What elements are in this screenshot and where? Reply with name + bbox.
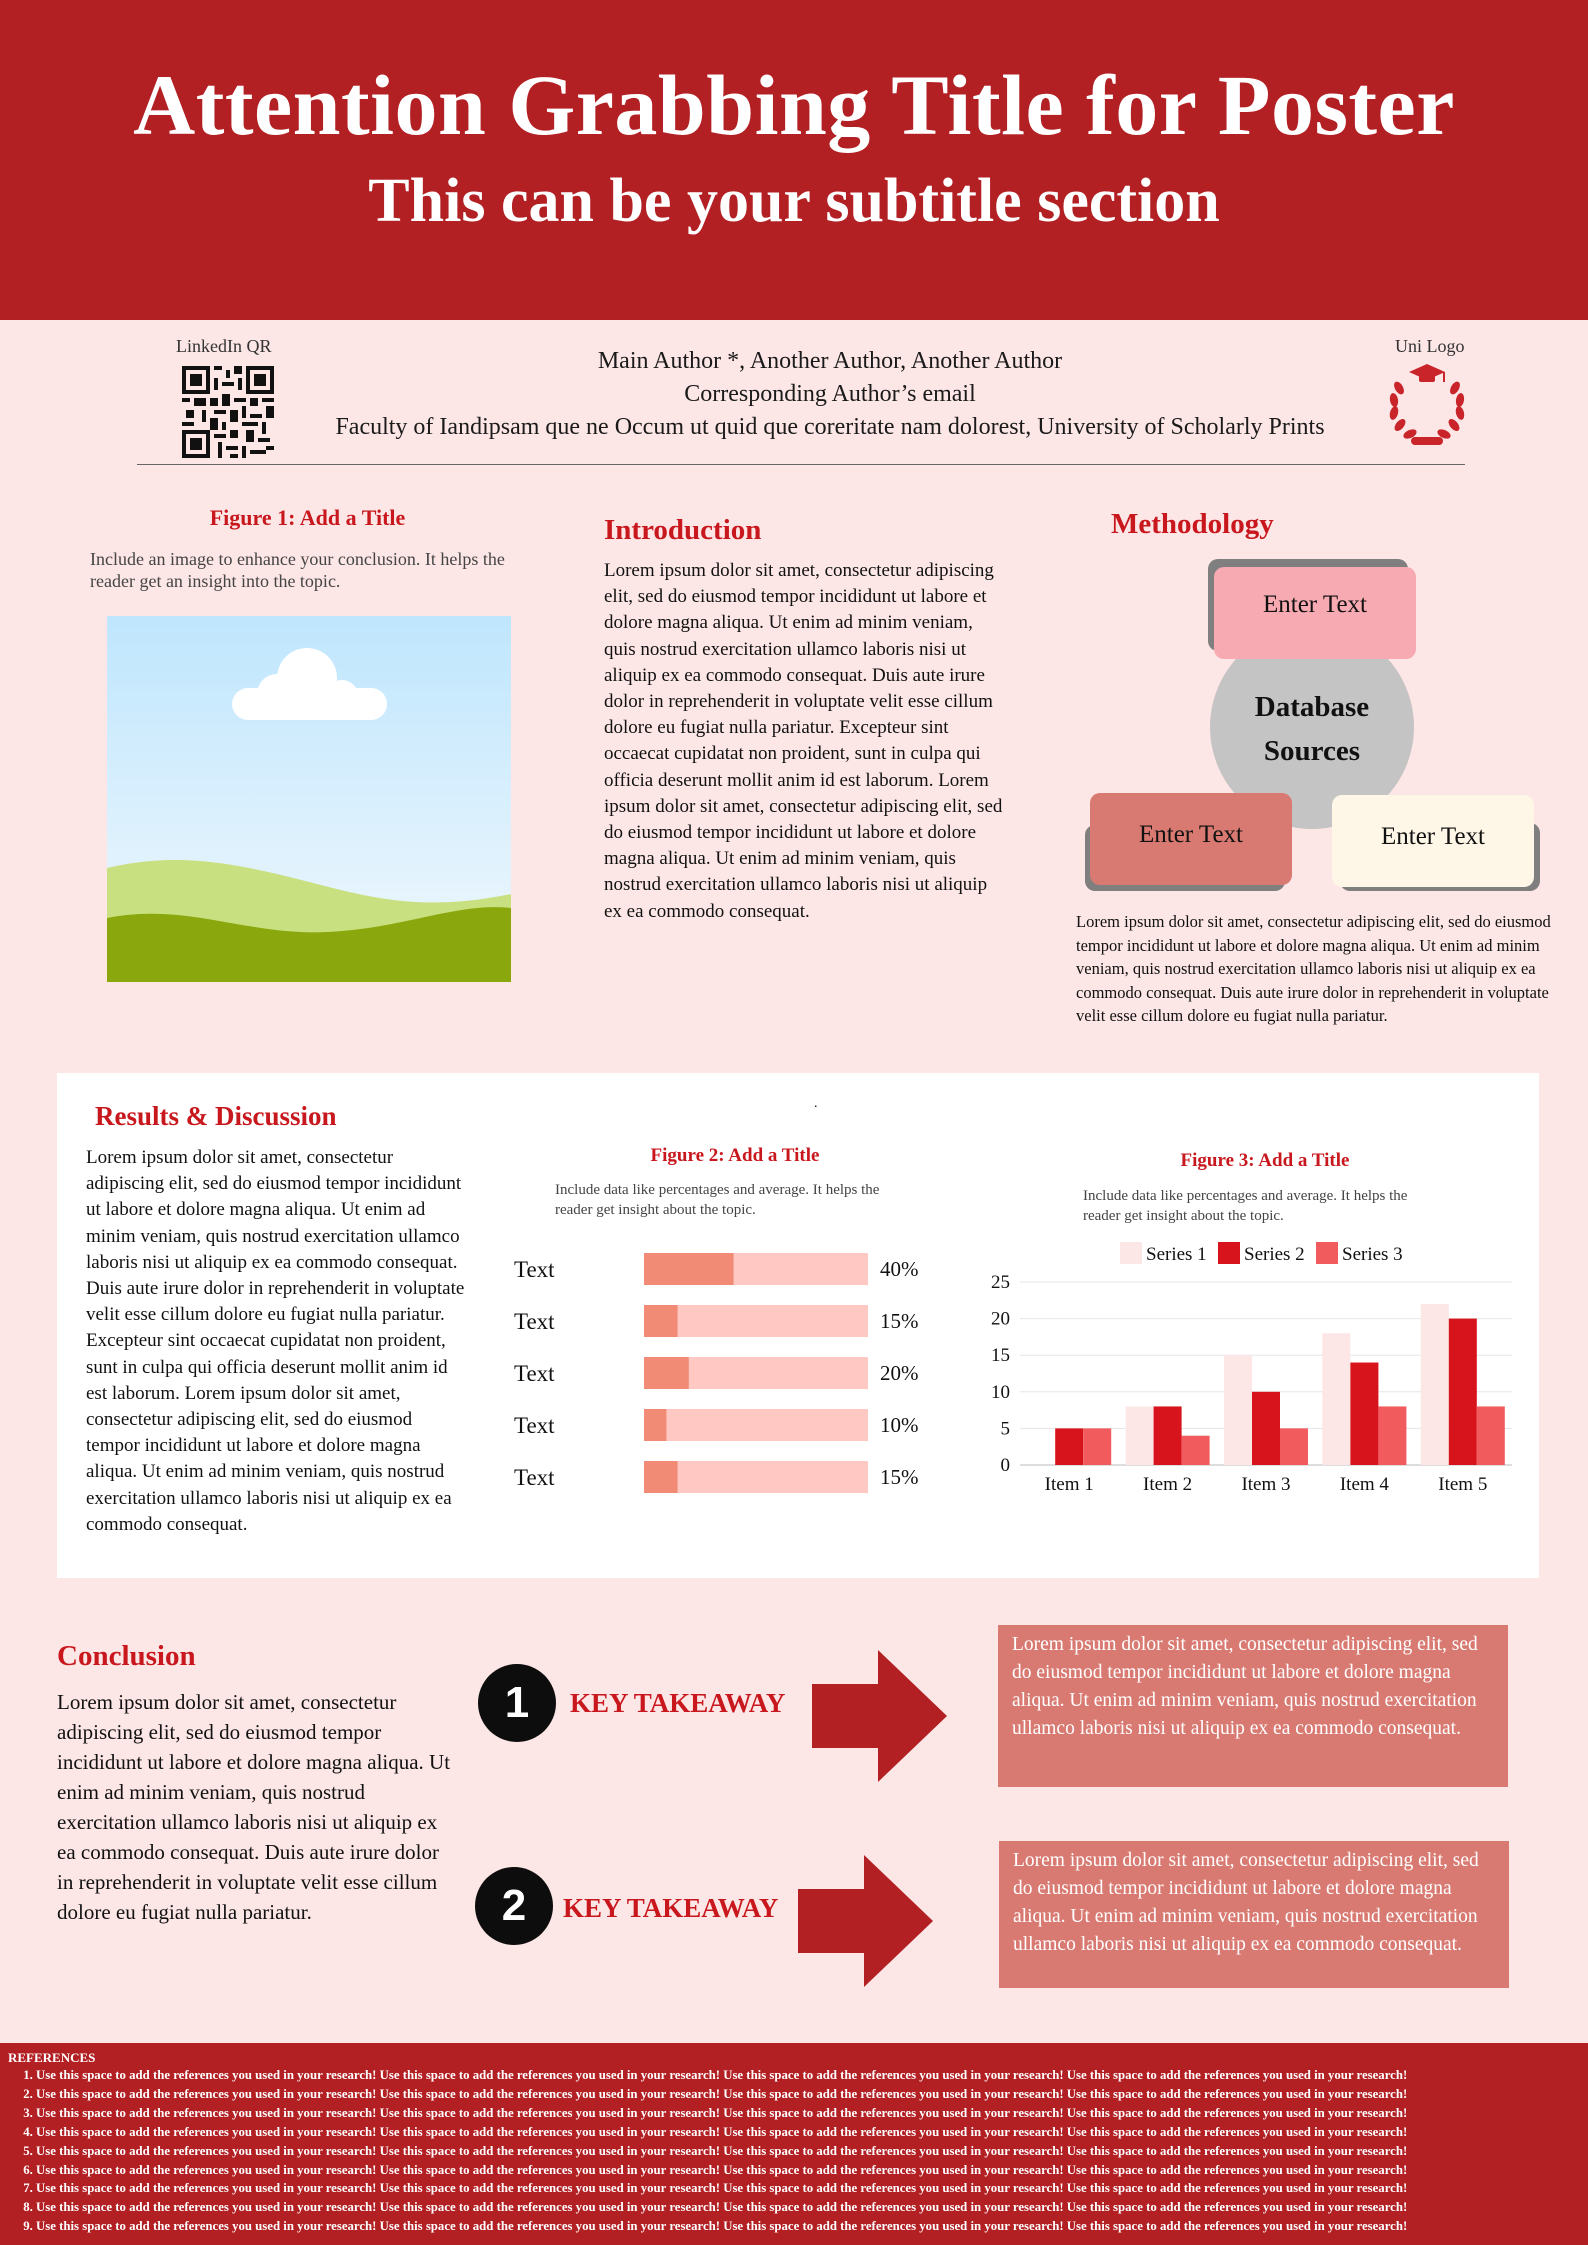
bar-value-label: 40%	[880, 1257, 919, 1281]
column-bar	[1182, 1436, 1210, 1465]
column-bar	[1083, 1428, 1111, 1465]
legend-swatch	[1218, 1242, 1240, 1264]
author-affiliation: Faculty of Iandipsam que ne Occum ut quid que coreritate nam dolorest, University of Scholarly Prints	[335, 414, 1325, 440]
column-bar	[1449, 1319, 1477, 1465]
bar-category-label: Text	[514, 1361, 555, 1386]
author-names: Main Author *, Another Author, Another Author	[597, 348, 1063, 374]
takeaway-2-number-icon: 2	[475, 1867, 553, 1945]
poster-header	[0, 0, 1588, 320]
bar-value-label: 20%	[880, 1361, 919, 1385]
figure2-description: Include data like percentages and average. It helps the reader get insight about the topic.	[555, 1182, 880, 1218]
legend-label: Series 3	[1342, 1244, 1403, 1265]
takeaway-2-label: KEY TAKEAWAY	[563, 1893, 779, 1923]
conclusion-body: Lorem ipsum dolor sit amet, consectetur adipiscing elit, sed do eiusmod tempor incididunt ut labore et dolore magna aliqua. Ut enim ad minim veniam, quis nostrud exercitation ullamco laboris nisi ut aliquip ex ea commodo consequat. Duis aute irure dolor in reprehenderit in voluptate velit esse cillum dolore eu fugiat nulla pariatur.	[57, 1690, 451, 1924]
landscape-image-icon	[107, 616, 511, 982]
column-bar	[1421, 1304, 1449, 1465]
references-title: REFERENCES	[8, 2050, 96, 2065]
horizontal-bar-chart	[510, 1245, 930, 1505]
methodology-diagram	[1080, 555, 1540, 895]
x-tick-label: Item 4	[1339, 1474, 1389, 1495]
column-chart	[980, 1240, 1520, 1500]
legend-label: Series 2	[1244, 1244, 1305, 1265]
reference-item: 9. Use this space to add the references you used in your research! Use this space to add the references you used in your research! Use this space to add the references you used in your research! Use this space to add the references you used in your research!	[36, 2217, 1580, 2236]
takeaway-2-box: Lorem ipsum dolor sit amet, consectetur adipiscing elit, sed do eiusmod tempor incididunt ut labore et dolore magna aliqua. Ut enim ad minim veniam, quis nostrud exercitation ullamco laboris nisi ut aliquip ex ea commodo consequat.	[999, 1841, 1509, 1988]
bar-category-label: Text	[514, 1257, 555, 1282]
figure1-title: Figure 1: Add a Title	[209, 505, 406, 530]
x-tick-label: Item 5	[1438, 1474, 1488, 1495]
methodology-body: Lorem ipsum dolor sit amet, consectetur adipiscing elit, sed do eiusmod tempor incididunt ut labore et dolore magna aliqua. Ut enim ad minim veniam, quis nostrud exercitation ullamco laboris nisi ut aliquip ex ea commodo consequat. Duis aute irure dolor in reprehenderit in voluptate velit esse cillum dolore eu fugiat nulla pariatur.	[1076, 912, 1551, 1025]
y-tick-label: 25	[991, 1272, 1010, 1293]
diagram-left-text: Enter Text	[1138, 821, 1243, 848]
bar-fill	[644, 1461, 678, 1493]
references-list	[8, 2066, 1580, 2236]
author-block	[280, 345, 1380, 444]
column-bar	[1280, 1428, 1308, 1465]
header-divider	[137, 464, 1465, 465]
figure3-description: Include data like percentages and average. It helps the reader get insight about the topic.	[1083, 1188, 1408, 1224]
bar-value-label: 15%	[880, 1465, 919, 1489]
column-bar	[1322, 1333, 1350, 1465]
y-tick-label: 5	[1000, 1418, 1010, 1440]
takeaway-1-box: Lorem ipsum dolor sit amet, consectetur adipiscing elit, sed do eiusmod tempor incididunt ut labore et dolore magna aliqua. Ut enim ad minim veniam, quis nostrud exercitation ullamco laboris nisi ut aliquip ex ea commodo consequat.	[998, 1625, 1508, 1787]
poster-title: Attention Grabbing Title for Poster	[133, 57, 1455, 153]
reference-item: 1. Use this space to add the references you used in your research! Use this space to add the references you used in your research! Use this space to add the references you used in your research! Use this space to add the references you used in your research!	[36, 2066, 1580, 2085]
takeaway-1-arrow-icon	[812, 1650, 947, 1782]
introduction-body: Lorem ipsum dolor sit amet, consectetur adipiscing elit, sed do eiusmod tempor incididunt ut labore et dolore magna aliqua. Ut enim ad minim veniam, quis nostrud exercitation ullamco laboris nisi ut aliquip ex ea commodo consequat. Duis aute irure dolor in reprehenderit in voluptate velit esse cillum dolore eu fugiat nulla pariatur. Excepteur sint occaecat cupidatat non proident, sunt in culpa qui officia deserunt mollit anim id est laborum. Lorem ipsum dolor sit amet, consectetur adipiscing elit, sed do eiusmod tempor incididunt ut labore et dolore magna aliqua. Ut enim ad minim veniam, quis nostrud exercitation ullamco laboris nisi ut aliquip ex ea commodo consequat.	[604, 560, 1003, 922]
qr-code-icon[interactable]	[182, 366, 274, 458]
reference-item: 3. Use this space to add the references you used in your research! Use this space to add the references you used in your research! Use this space to add the references you used in your research! Use this space to add the references you used in your research!	[36, 2104, 1580, 2123]
diagram-right-text: Enter Text	[1380, 823, 1485, 850]
column-bar	[1055, 1428, 1083, 1465]
bar-track	[644, 1409, 868, 1441]
conclusion-title: Conclusion	[57, 1640, 196, 1672]
column-bar	[1378, 1406, 1406, 1465]
bar-fill	[644, 1253, 734, 1285]
x-tick-label: Item 3	[1241, 1474, 1291, 1495]
results-stray-dot: .	[814, 1096, 818, 1111]
column-bar	[1126, 1406, 1154, 1465]
poster-subtitle: This can be your subtitle section	[368, 167, 1220, 235]
column-bar	[1477, 1406, 1505, 1465]
reference-item: 7. Use this space to add the references you used in your research! Use this space to add the references you used in your research! Use this space to add the references you used in your research! Use this space to add the references you used in your research!	[36, 2179, 1580, 2198]
results-body: Lorem ipsum dolor sit amet, consectetur adipiscing elit, sed do eiusmod tempor incididunt ut labore et dolore magna aliqua. Ut enim ad minim veniam, quis nostrud exercitation ullamco laboris nisi ut aliquip ex ea commodo consequat. Duis aute irure dolor in reprehenderit in voluptate velit esse cillum dolore eu fugiat nulla pariatur. Excepteur sint occaecat cupidatat non proident, sunt in culpa qui officia deserunt mollit anim id est laborum. Lorem ipsum dolor sit amet, consectetur adipiscing elit, sed do eiusmod tempor incididunt ut labore et dolore magna aliqua. Ut enim ad minim veniam, quis nostrud exercitation ullamco laboris nisi ut aliquip ex ea commodo consequat.	[86, 1147, 465, 1535]
reference-item: 8. Use this space to add the references you used in your research! Use this space to add the references you used in your research! Use this space to add the references you used in your research! Use this space to add the references you used in your research!	[36, 2198, 1580, 2217]
figure1-description: Include an image to enhance your conclusion. It helps the reader get an insight into the topic.	[90, 549, 505, 591]
reference-item: 5. Use this space to add the references you used in your research! Use this space to add the references you used in your research! Use this space to add the references you used in your research! Use this space to add the references you used in your research!	[36, 2142, 1580, 2161]
column-bar	[1224, 1355, 1252, 1465]
university-logo-icon	[1381, 358, 1473, 450]
bar-fill	[644, 1409, 666, 1441]
bar-fill	[644, 1305, 678, 1337]
legend-swatch	[1316, 1242, 1338, 1264]
legend-label: Series 1	[1146, 1244, 1207, 1265]
bar-value-label: 10%	[880, 1413, 919, 1437]
y-tick-label: 20	[991, 1308, 1010, 1330]
column-bar	[1252, 1392, 1280, 1465]
takeaway-1-number-icon: 1	[478, 1664, 556, 1742]
column-bar	[1154, 1406, 1182, 1465]
y-tick-label: 15	[991, 1345, 1010, 1367]
methodology-title: Methodology	[1111, 508, 1274, 540]
takeaway-1-label: KEY TAKEAWAY	[570, 1688, 786, 1718]
diagram-top-text: Enter Text	[1262, 591, 1367, 618]
figure2-title: Figure 2: Add a Title	[650, 1145, 820, 1166]
logo-label: Uni Logo	[1395, 336, 1465, 356]
column-bar	[1350, 1363, 1378, 1465]
introduction-title: Introduction	[604, 514, 762, 546]
reference-item: 4. Use this space to add the references you used in your research! Use this space to add the references you used in your research! Use this space to add the references you used in your research! Use this space to add the references you used in your research!	[36, 2123, 1580, 2142]
author-email[interactable]: Corresponding Author’s email	[684, 381, 976, 407]
takeaway-2-arrow-icon	[798, 1855, 933, 1987]
bar-value-label: 15%	[880, 1309, 919, 1333]
legend-swatch	[1120, 1242, 1142, 1264]
bar-category-label: Text	[514, 1309, 555, 1334]
y-tick-label: 0	[1000, 1455, 1010, 1476]
bar-fill	[644, 1357, 689, 1389]
bar-category-label: Text	[514, 1413, 555, 1438]
reference-item: 6. Use this space to add the references you used in your research! Use this space to add the references you used in your research! Use this space to add the references you used in your research! Use this space to add the references you used in your research!	[36, 2161, 1580, 2180]
figure3-title: Figure 3: Add a Title	[1180, 1150, 1350, 1171]
reference-item: 2. Use this space to add the references you used in your research! Use this space to add the references you used in your research! Use this space to add the references you used in your research! Use this space to add the references you used in your research!	[36, 2085, 1580, 2104]
y-tick-label: 10	[991, 1381, 1010, 1403]
references-section	[0, 2043, 1588, 2245]
results-title: Results & Discussion	[95, 1101, 337, 1131]
qr-label: LinkedIn QR	[176, 336, 272, 356]
x-tick-label: Item 1	[1044, 1474, 1094, 1495]
bar-category-label: Text	[514, 1465, 555, 1490]
diagram-center-text-line1: Database	[1254, 691, 1370, 723]
x-tick-label: Item 2	[1143, 1474, 1193, 1495]
diagram-center-text-line2: Sources	[1263, 735, 1361, 767]
